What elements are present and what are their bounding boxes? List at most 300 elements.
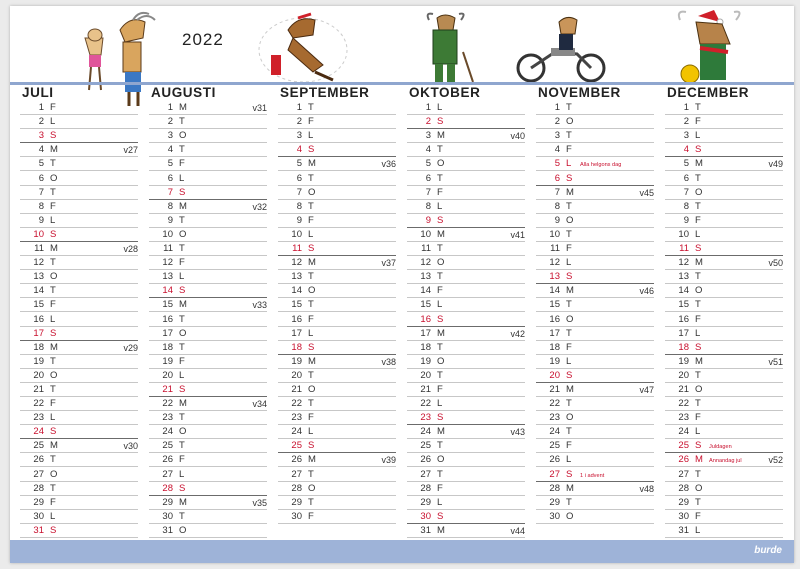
day-row: [536, 510, 654, 524]
weekday-letter: T: [179, 412, 185, 424]
weekday-letter: F: [50, 496, 56, 508]
day-row: [20, 284, 138, 298]
day-number: 24: [678, 426, 689, 438]
day-number: 19: [678, 355, 689, 367]
day-number: 25: [678, 440, 689, 452]
weekday-letter: L: [179, 369, 185, 381]
day-number: 16: [33, 313, 44, 325]
day-row: [407, 214, 525, 228]
day-number: 6: [683, 172, 689, 184]
day-number: 30: [33, 510, 44, 522]
weekday-letter: S: [437, 214, 444, 226]
weekday-letter: F: [308, 116, 314, 128]
day-number: 19: [420, 355, 431, 367]
day-row: [536, 383, 654, 397]
week-number: v42: [510, 328, 525, 339]
calendar-sheet: [10, 6, 794, 563]
weekday-letter: T: [50, 186, 56, 198]
day-number: 8: [425, 200, 431, 212]
day-row: [665, 228, 783, 242]
weekday-letter: L: [566, 355, 572, 367]
day-row: [149, 496, 267, 510]
day-row: [20, 355, 138, 369]
weekday-letter: O: [566, 214, 574, 226]
day-row: [407, 496, 525, 510]
day-row: [278, 298, 396, 312]
weekday-letter: F: [308, 412, 314, 424]
day-number: 21: [678, 383, 689, 395]
weekday-letter: T: [437, 271, 443, 283]
weekday-letter: S: [437, 510, 444, 522]
day-number: 16: [549, 313, 560, 325]
weekday-letter: O: [308, 186, 316, 198]
day-number: 14: [549, 285, 560, 297]
day-row: [536, 284, 654, 298]
day-row: [149, 186, 267, 200]
day-number: 19: [549, 355, 560, 367]
month-name: AUGUSTI: [151, 85, 216, 100]
weekday-letter: M: [566, 482, 574, 494]
holiday-label: Alla helgons dag: [580, 162, 622, 169]
day-row: [665, 242, 783, 256]
day-row: [149, 101, 267, 115]
weekday-letter: M: [50, 341, 58, 353]
weekday-letter: T: [566, 398, 572, 410]
day-row: [665, 496, 783, 510]
weekday-letter: L: [437, 102, 443, 114]
day-number: 17: [678, 327, 689, 339]
weekday-letter: M: [50, 243, 58, 255]
day-number: 16: [678, 313, 689, 325]
day-number: 31: [33, 524, 44, 536]
day-number: 25: [549, 440, 560, 452]
weekday-letter: T: [566, 426, 572, 438]
weekday-letter: M: [437, 426, 445, 438]
day-row: [20, 186, 138, 200]
day-number: 10: [420, 228, 431, 240]
weekday-letter: T: [50, 482, 56, 494]
day-number: 7: [683, 186, 689, 198]
day-row: [149, 510, 267, 524]
weekday-letter: L: [179, 468, 185, 480]
day-row: [407, 298, 525, 312]
day-number: 9: [554, 214, 560, 226]
weekday-letter: T: [695, 496, 701, 508]
month-name: NOVEMBER: [538, 85, 621, 100]
weekday-letter: O: [50, 271, 58, 283]
day-number: 10: [33, 228, 44, 240]
day-number: 14: [291, 285, 302, 297]
day-number: 20: [291, 369, 302, 381]
week-number: v47: [639, 384, 654, 395]
day-row: [407, 171, 525, 185]
day-row: [20, 157, 138, 171]
day-row: [407, 228, 525, 242]
day-number: 28: [33, 482, 44, 494]
day-number: 28: [291, 482, 302, 494]
weekday-letter: S: [179, 186, 186, 198]
day-number: 10: [549, 228, 560, 240]
weekday-letter: L: [437, 398, 443, 410]
day-row: [20, 200, 138, 214]
day-number: 12: [678, 257, 689, 269]
day-row: [407, 524, 525, 538]
day-number: 4: [554, 144, 560, 156]
day-number: 15: [162, 299, 173, 311]
day-number: 22: [162, 398, 173, 410]
weekday-letter: F: [308, 214, 314, 226]
week-number: v51: [768, 356, 783, 367]
day-number: 24: [549, 426, 560, 438]
month-column-november: [536, 85, 654, 524]
weekday-letter: F: [50, 200, 56, 212]
day-row: [407, 453, 525, 467]
day-row: [665, 467, 783, 481]
day-row: [278, 482, 396, 496]
day-number: 13: [420, 271, 431, 283]
day-number: 14: [678, 285, 689, 297]
day-row: [665, 383, 783, 397]
day-number: 15: [420, 299, 431, 311]
day-number: 14: [162, 285, 173, 297]
weekday-letter: F: [437, 285, 443, 297]
week-number: v49: [768, 159, 783, 170]
weekday-letter: T: [50, 285, 56, 297]
day-number: 23: [420, 412, 431, 424]
day-row: [536, 453, 654, 467]
day-number: 2: [167, 116, 173, 128]
day-row: [665, 256, 783, 270]
day-row: [536, 411, 654, 425]
weekday-letter: T: [50, 383, 56, 395]
day-number: 29: [162, 496, 173, 508]
weekday-letter: S: [308, 144, 315, 156]
day-number: 29: [549, 496, 560, 508]
day-number: 5: [38, 158, 44, 170]
day-row: [278, 115, 396, 129]
day-row: [407, 482, 525, 496]
day-number: 23: [162, 412, 173, 424]
weekday-letter: F: [50, 398, 56, 410]
day-row: [278, 496, 396, 510]
weekday-letter: T: [308, 172, 314, 184]
weekday-letter: S: [695, 440, 702, 452]
day-row: [407, 411, 525, 425]
weekday-letter: M: [566, 285, 574, 297]
weekday-letter: T: [566, 200, 572, 212]
day-row: [149, 397, 267, 411]
day-row: [20, 411, 138, 425]
weekday-letter: M: [308, 158, 316, 170]
weekday-letter: L: [695, 426, 701, 438]
moose-santa-illustration: [670, 8, 750, 88]
day-number: 18: [162, 341, 173, 353]
day-row: [149, 355, 267, 369]
day-row: [278, 341, 396, 355]
day-row: [665, 270, 783, 284]
day-row: [149, 467, 267, 481]
day-row: [278, 270, 396, 284]
weekday-letter: L: [50, 313, 56, 325]
month-column-oktober: [407, 85, 525, 538]
day-row: [407, 369, 525, 383]
day-row: [278, 214, 396, 228]
week-number: v27: [123, 145, 138, 156]
day-row: [20, 467, 138, 481]
day-number: 5: [683, 158, 689, 170]
weekday-letter: L: [566, 454, 572, 466]
weekday-letter: L: [50, 116, 56, 128]
day-row: [20, 214, 138, 228]
day-number: 26: [33, 454, 44, 466]
weekday-letter: F: [50, 299, 56, 311]
weekday-letter: T: [179, 313, 185, 325]
day-number: 25: [291, 440, 302, 452]
weekday-letter: O: [437, 257, 445, 269]
weekday-letter: O: [566, 116, 574, 128]
weekday-letter: O: [179, 426, 187, 438]
day-row: [665, 510, 783, 524]
weekday-letter: F: [50, 102, 56, 114]
day-number: 4: [38, 144, 44, 156]
day-row: [278, 200, 396, 214]
footer-bar: [10, 540, 794, 563]
day-number: 17: [33, 327, 44, 339]
day-row: [407, 129, 525, 143]
day-number: 8: [167, 200, 173, 212]
day-row: [536, 270, 654, 284]
day-number: 10: [291, 228, 302, 240]
weekday-letter: F: [437, 482, 443, 494]
day-row: [665, 312, 783, 326]
day-number: 5: [296, 158, 302, 170]
weekday-letter: L: [308, 426, 314, 438]
weekday-letter: L: [695, 327, 701, 339]
weekday-letter: M: [179, 102, 187, 114]
day-row: [278, 383, 396, 397]
day-number: 21: [549, 383, 560, 395]
week-number: v28: [123, 244, 138, 255]
day-number: 20: [33, 369, 44, 381]
day-row: [665, 186, 783, 200]
day-row: [278, 284, 396, 298]
weekday-letter: L: [50, 214, 56, 226]
day-row: [20, 439, 138, 453]
day-number: 29: [420, 496, 431, 508]
weekday-letter: T: [50, 257, 56, 269]
weekday-letter: M: [308, 454, 316, 466]
day-row: [20, 496, 138, 510]
weekday-letter: T: [50, 454, 56, 466]
weekday-letter: S: [308, 440, 315, 452]
week-number: v40: [510, 131, 525, 142]
weekday-letter: S: [308, 341, 315, 353]
day-number: 25: [420, 440, 431, 452]
day-row: [407, 284, 525, 298]
day-row: [278, 242, 396, 256]
day-row: [665, 397, 783, 411]
day-row: [536, 397, 654, 411]
weekday-letter: T: [308, 369, 314, 381]
day-row: [665, 482, 783, 496]
day-row: [20, 115, 138, 129]
weekday-letter: S: [566, 468, 573, 480]
day-number: 27: [33, 468, 44, 480]
weekday-letter: F: [179, 257, 185, 269]
day-row: [278, 101, 396, 115]
day-number: 6: [38, 172, 44, 184]
day-row: [536, 425, 654, 439]
weekday-letter: T: [437, 440, 443, 452]
day-row: [149, 228, 267, 242]
week-number: v43: [510, 427, 525, 438]
day-row: [20, 383, 138, 397]
weekday-letter: O: [695, 285, 703, 297]
day-number: 15: [33, 299, 44, 311]
day-row: [20, 425, 138, 439]
day-row: [536, 228, 654, 242]
weekday-letter: S: [695, 341, 702, 353]
weekday-letter: L: [308, 228, 314, 240]
weekday-letter: O: [179, 130, 187, 142]
weekday-letter: S: [50, 327, 57, 339]
day-number: 27: [291, 468, 302, 480]
day-number: 24: [33, 426, 44, 438]
weekday-letter: S: [179, 482, 186, 494]
day-row: [149, 284, 267, 298]
day-number: 1: [38, 102, 44, 114]
day-number: 1: [167, 102, 173, 114]
day-number: 31: [678, 524, 689, 536]
day-number: 23: [678, 412, 689, 424]
day-number: 2: [425, 116, 431, 128]
weekday-letter: T: [179, 243, 185, 255]
day-number: 2: [683, 116, 689, 128]
day-number: 11: [292, 243, 302, 255]
day-row: [536, 115, 654, 129]
weekday-letter: M: [308, 355, 316, 367]
holiday-label: Annandag jul: [709, 458, 742, 465]
weekday-letter: O: [50, 172, 58, 184]
weekday-letter: L: [695, 524, 701, 536]
day-number: 22: [420, 398, 431, 410]
day-number: 28: [549, 482, 560, 494]
day-row: [278, 157, 396, 171]
weekday-letter: O: [437, 355, 445, 367]
day-row: [149, 425, 267, 439]
weekday-letter: O: [566, 510, 574, 522]
weekday-letter: T: [437, 369, 443, 381]
day-row: [20, 101, 138, 115]
day-row: [536, 298, 654, 312]
day-number: 11: [163, 243, 173, 255]
day-number: 5: [425, 158, 431, 170]
day-number: 19: [162, 355, 173, 367]
month-name: OKTOBER: [409, 85, 481, 100]
day-row: [278, 186, 396, 200]
day-number: 21: [291, 383, 302, 395]
day-number: 4: [296, 144, 302, 156]
day-row: [536, 171, 654, 185]
day-number: 4: [683, 144, 689, 156]
day-row: [149, 383, 267, 397]
day-row: [407, 101, 525, 115]
weekday-letter: S: [566, 271, 573, 283]
day-number: 3: [167, 130, 173, 142]
day-row: [20, 397, 138, 411]
day-row: [665, 341, 783, 355]
weekday-letter: L: [50, 412, 56, 424]
weekday-letter: S: [437, 116, 444, 128]
day-number: 9: [38, 214, 44, 226]
weekday-letter: M: [50, 144, 58, 156]
weekday-letter: T: [437, 172, 443, 184]
day-number: 11: [550, 243, 560, 255]
day-row: [407, 355, 525, 369]
day-number: 6: [296, 172, 302, 184]
day-number: 28: [678, 482, 689, 494]
day-row: [665, 171, 783, 185]
weekday-letter: O: [437, 158, 445, 170]
day-row: [149, 369, 267, 383]
day-number: 6: [167, 172, 173, 184]
week-number: v35: [252, 497, 267, 508]
day-number: 6: [554, 172, 560, 184]
day-number: 28: [162, 482, 173, 494]
day-number: 18: [420, 341, 431, 353]
day-number: 4: [167, 144, 173, 156]
day-number: 9: [683, 214, 689, 226]
day-number: 17: [291, 327, 302, 339]
day-number: 9: [425, 214, 431, 226]
day-number: 17: [420, 327, 431, 339]
weekday-letter: T: [695, 102, 701, 114]
day-number: 10: [162, 228, 173, 240]
day-number: 1: [683, 102, 689, 114]
day-row: [665, 369, 783, 383]
day-number: 29: [291, 496, 302, 508]
day-row: [665, 524, 783, 538]
holiday-label: Juldagen: [709, 444, 732, 451]
weekday-letter: L: [695, 130, 701, 142]
day-number: 14: [420, 285, 431, 297]
weekday-letter: T: [308, 468, 314, 480]
weekday-letter: F: [566, 243, 572, 255]
day-row: [20, 453, 138, 467]
weekday-letter: O: [50, 468, 58, 480]
day-row: [20, 129, 138, 143]
weekday-letter: S: [566, 369, 573, 381]
day-number: 30: [678, 510, 689, 522]
day-number: 13: [33, 271, 44, 283]
day-row: [278, 143, 396, 157]
day-row: [149, 298, 267, 312]
day-row: [407, 143, 525, 157]
week-number: v41: [510, 229, 525, 240]
day-number: 22: [678, 398, 689, 410]
weekday-letter: T: [695, 172, 701, 184]
day-row: [149, 157, 267, 171]
day-row: [536, 157, 654, 171]
month-column-augusti: [149, 85, 267, 538]
weekday-letter: O: [308, 482, 316, 494]
weekday-letter: O: [179, 228, 187, 240]
weekday-letter: S: [695, 144, 702, 156]
day-number: 12: [420, 257, 431, 269]
day-number: 25: [33, 440, 44, 452]
weekday-letter: M: [695, 355, 703, 367]
day-row: [20, 524, 138, 538]
